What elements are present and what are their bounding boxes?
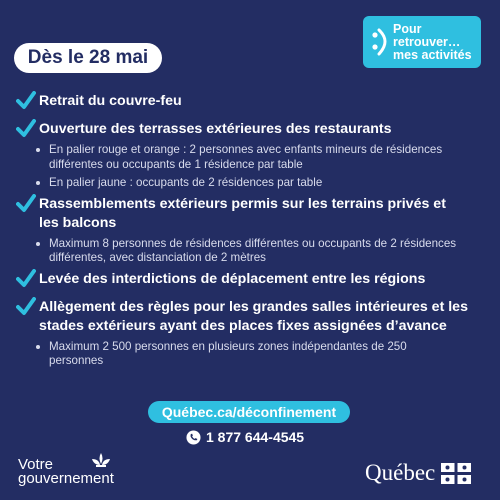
website-link[interactable]: Québec.ca/déconfinement bbox=[148, 401, 350, 423]
fleurdelise-icon bbox=[441, 463, 471, 484]
badge-line-2: retrouver… bbox=[393, 35, 461, 49]
detail-text: Maximum 8 personnes de résidences différentes ou occupants de 2 résidences différentes, avec distanciation de 2 mètres bbox=[49, 236, 457, 264]
detail-item bbox=[16, 340, 429, 369]
phone-line bbox=[186, 428, 304, 446]
check-icon bbox=[16, 119, 36, 139]
measure-title: Allègement des règles pour les grandes salles intérieures et les stades extérieurs ayant des places fixes assignées d’avance bbox=[39, 298, 468, 334]
detail-item bbox=[16, 237, 486, 266]
measures-list bbox=[16, 92, 486, 373]
measure-item bbox=[16, 298, 486, 369]
measure-item bbox=[16, 120, 486, 191]
check-icon bbox=[16, 91, 36, 111]
smiley-icon bbox=[369, 22, 391, 62]
phone-number[interactable]: 1 877 644-4545 bbox=[206, 429, 305, 445]
quebec-logo bbox=[365, 460, 471, 486]
detail-text: En palier jaune : occupants de 2 résidences par table bbox=[49, 176, 323, 189]
measure-title: Levée des interdictions de déplacement entre les régions bbox=[39, 270, 426, 287]
phone-icon bbox=[186, 430, 201, 445]
date-label: Dès le 28 mai bbox=[14, 43, 162, 73]
badge-line-3: mes activités bbox=[393, 48, 472, 62]
measure-item bbox=[16, 92, 486, 111]
government-signature bbox=[18, 458, 138, 486]
quebec-wordmark: Québec bbox=[365, 460, 436, 485]
measure-item bbox=[16, 270, 486, 289]
measure-details bbox=[16, 340, 486, 369]
fleur-de-lis-icon bbox=[88, 452, 114, 472]
measure-title: Retrait du couvre-feu bbox=[39, 93, 182, 109]
detail-text: En palier rouge et orange : 2 personnes avec enfants mineurs de résidences différentes ou occupants de 1 résidence par table bbox=[49, 143, 443, 171]
measure-title: Ouverture des terrasses extérieures des restaurants bbox=[39, 121, 392, 137]
badge-line-1: Pour bbox=[393, 22, 422, 36]
badge-text bbox=[393, 23, 479, 62]
measure-title: Rassemblements extérieurs permis sur les terrains privés et les balcons bbox=[39, 195, 446, 231]
measure-item bbox=[16, 195, 486, 266]
detail-text: Maximum 2 500 personnes en plusieurs zones indépendantes de 250 personnes bbox=[49, 339, 407, 367]
gov-line-2: gouvernement bbox=[18, 470, 114, 487]
measure-details bbox=[16, 143, 486, 191]
detail-item bbox=[16, 143, 486, 172]
check-icon bbox=[16, 269, 36, 289]
measure-details bbox=[16, 237, 486, 266]
detail-item bbox=[16, 176, 486, 191]
activities-badge bbox=[363, 16, 481, 68]
check-icon bbox=[16, 194, 36, 214]
check-icon bbox=[16, 297, 36, 317]
gov-line-1: Votre bbox=[18, 456, 54, 473]
